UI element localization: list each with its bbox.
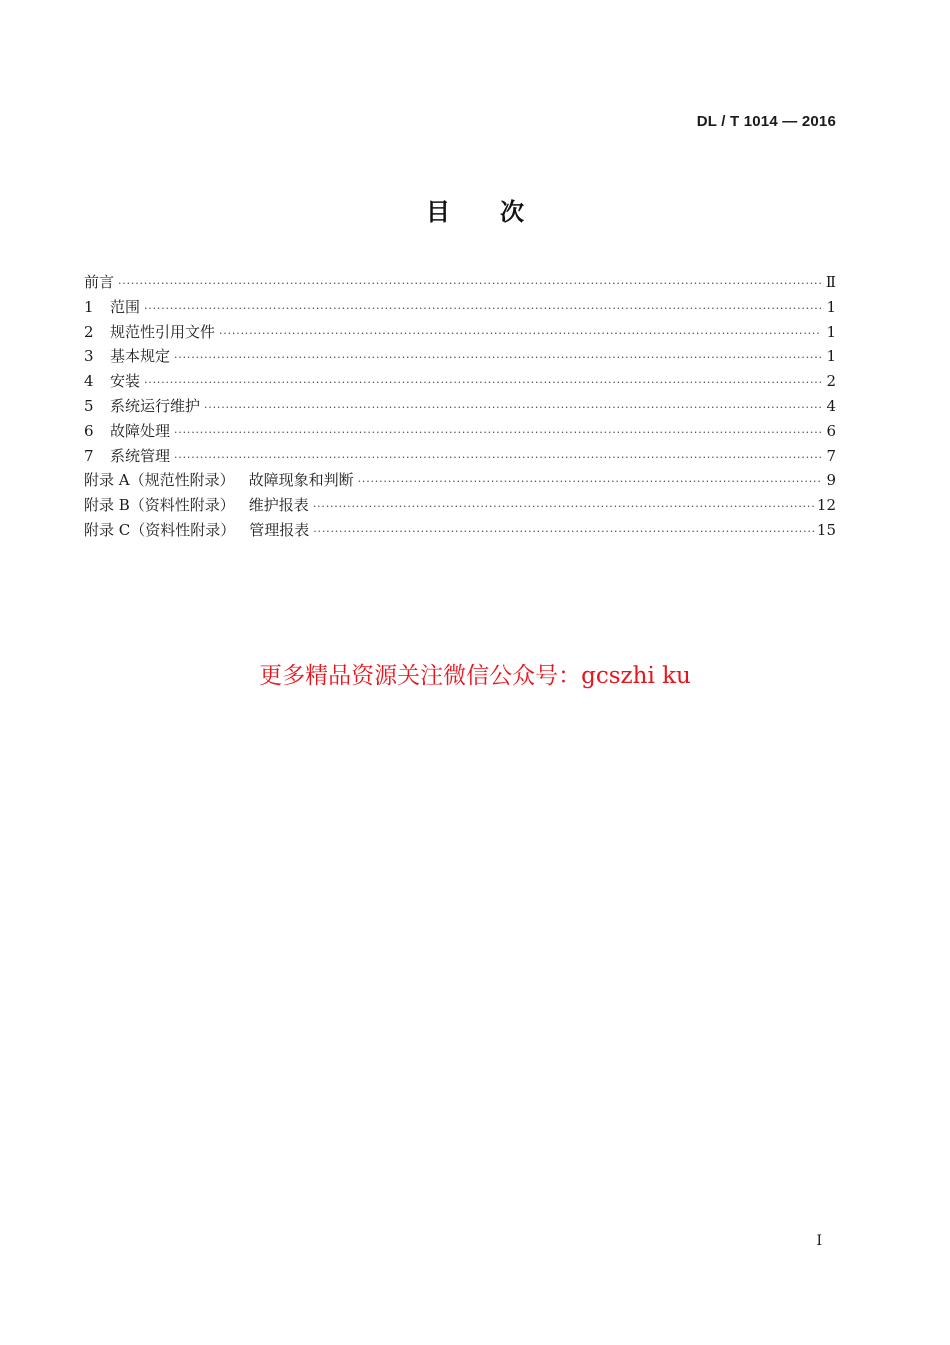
toc-entry-appendix-c[interactable] [84, 518, 836, 543]
toc-leader-dots [313, 495, 814, 518]
toc-entry-number: 7 [84, 446, 94, 465]
toc-leader-dots [204, 396, 821, 419]
toc-entry-1[interactable] [84, 295, 836, 320]
toc-leader-dots [144, 297, 821, 320]
toc-leader-dots [174, 446, 821, 469]
toc-entry-title: 故障处理 [110, 421, 171, 440]
toc-entry-preface[interactable] [84, 270, 836, 295]
toc-entry-subtitle: 故障现象和判断 [248, 471, 354, 490]
toc-entry-page: 4 [826, 396, 836, 415]
toc-entry-number: 5 [84, 396, 94, 415]
toc-entry-4[interactable] [84, 369, 836, 394]
toc-entry-title: 附录 A（规范性附录） [84, 471, 235, 490]
toc-entry-page: 12 [816, 496, 836, 515]
toc-entry-number: 2 [84, 322, 94, 341]
toc-entry-number: 6 [84, 421, 94, 440]
toc-entry-6[interactable] [84, 419, 836, 444]
toc-entry-title: 系统运行维护 [110, 396, 201, 415]
toc-entry-title: 安装 [110, 372, 141, 391]
toc-leader-dots [174, 421, 821, 444]
toc-title-part1: 目 [426, 198, 450, 226]
toc-leader-dots [118, 272, 821, 295]
toc-entry-page: 6 [826, 421, 836, 440]
toc-entry-title: 前言 [84, 273, 115, 291]
toc-entry-subtitle: 管理报表 [249, 520, 310, 539]
toc-entry-title: 附录 C（资料性附录） [84, 520, 236, 539]
toc-entry-page: 9 [826, 471, 836, 490]
toc-entry-title: 系统管理 [110, 446, 171, 465]
promo-watermark-text: 更多精品资源关注微信公众号：gcszhi ku [259, 663, 691, 689]
toc-entry-title: 基本规定 [110, 347, 171, 366]
toc-entry-page: Ⅱ [825, 273, 836, 291]
toc-leader-dots [144, 371, 821, 394]
toc-leader-dots [358, 470, 821, 493]
toc-entry-page: 1 [826, 322, 836, 341]
toc-entry-appendix-b[interactable] [84, 493, 836, 518]
toc-leader-dots [174, 346, 821, 369]
toc-entry-appendix-a[interactable] [84, 468, 836, 493]
toc-entry-2[interactable] [84, 320, 836, 345]
toc-leader-dots [313, 520, 814, 543]
standard-code: DL / T 1014 — 2016 [696, 113, 836, 130]
toc-entry-number: 4 [84, 372, 94, 391]
toc-entry-page: 1 [826, 347, 836, 366]
table-of-contents [84, 270, 836, 543]
toc-entry-subtitle: 维护报表 [248, 496, 309, 515]
toc-entry-page: 2 [826, 372, 836, 391]
toc-entry-page: 1 [826, 297, 836, 316]
toc-entry-page: 15 [816, 520, 836, 539]
toc-entry-3[interactable] [84, 344, 836, 369]
toc-entry-title: 规范性引用文件 [110, 322, 216, 341]
toc-entry-title: 附录 B（资料性附录） [84, 496, 235, 515]
toc-entry-page: 7 [826, 446, 836, 465]
page-number: I [816, 1233, 822, 1249]
toc-entry-number: 1 [84, 297, 94, 316]
toc-title [0, 192, 950, 227]
toc-title-part2: 次 [500, 198, 524, 226]
toc-entry-number: 3 [84, 347, 94, 366]
toc-leader-dots [219, 322, 821, 345]
toc-entry-5[interactable] [84, 394, 836, 419]
toc-entry-7[interactable] [84, 444, 836, 469]
toc-entry-title: 范围 [110, 297, 141, 316]
